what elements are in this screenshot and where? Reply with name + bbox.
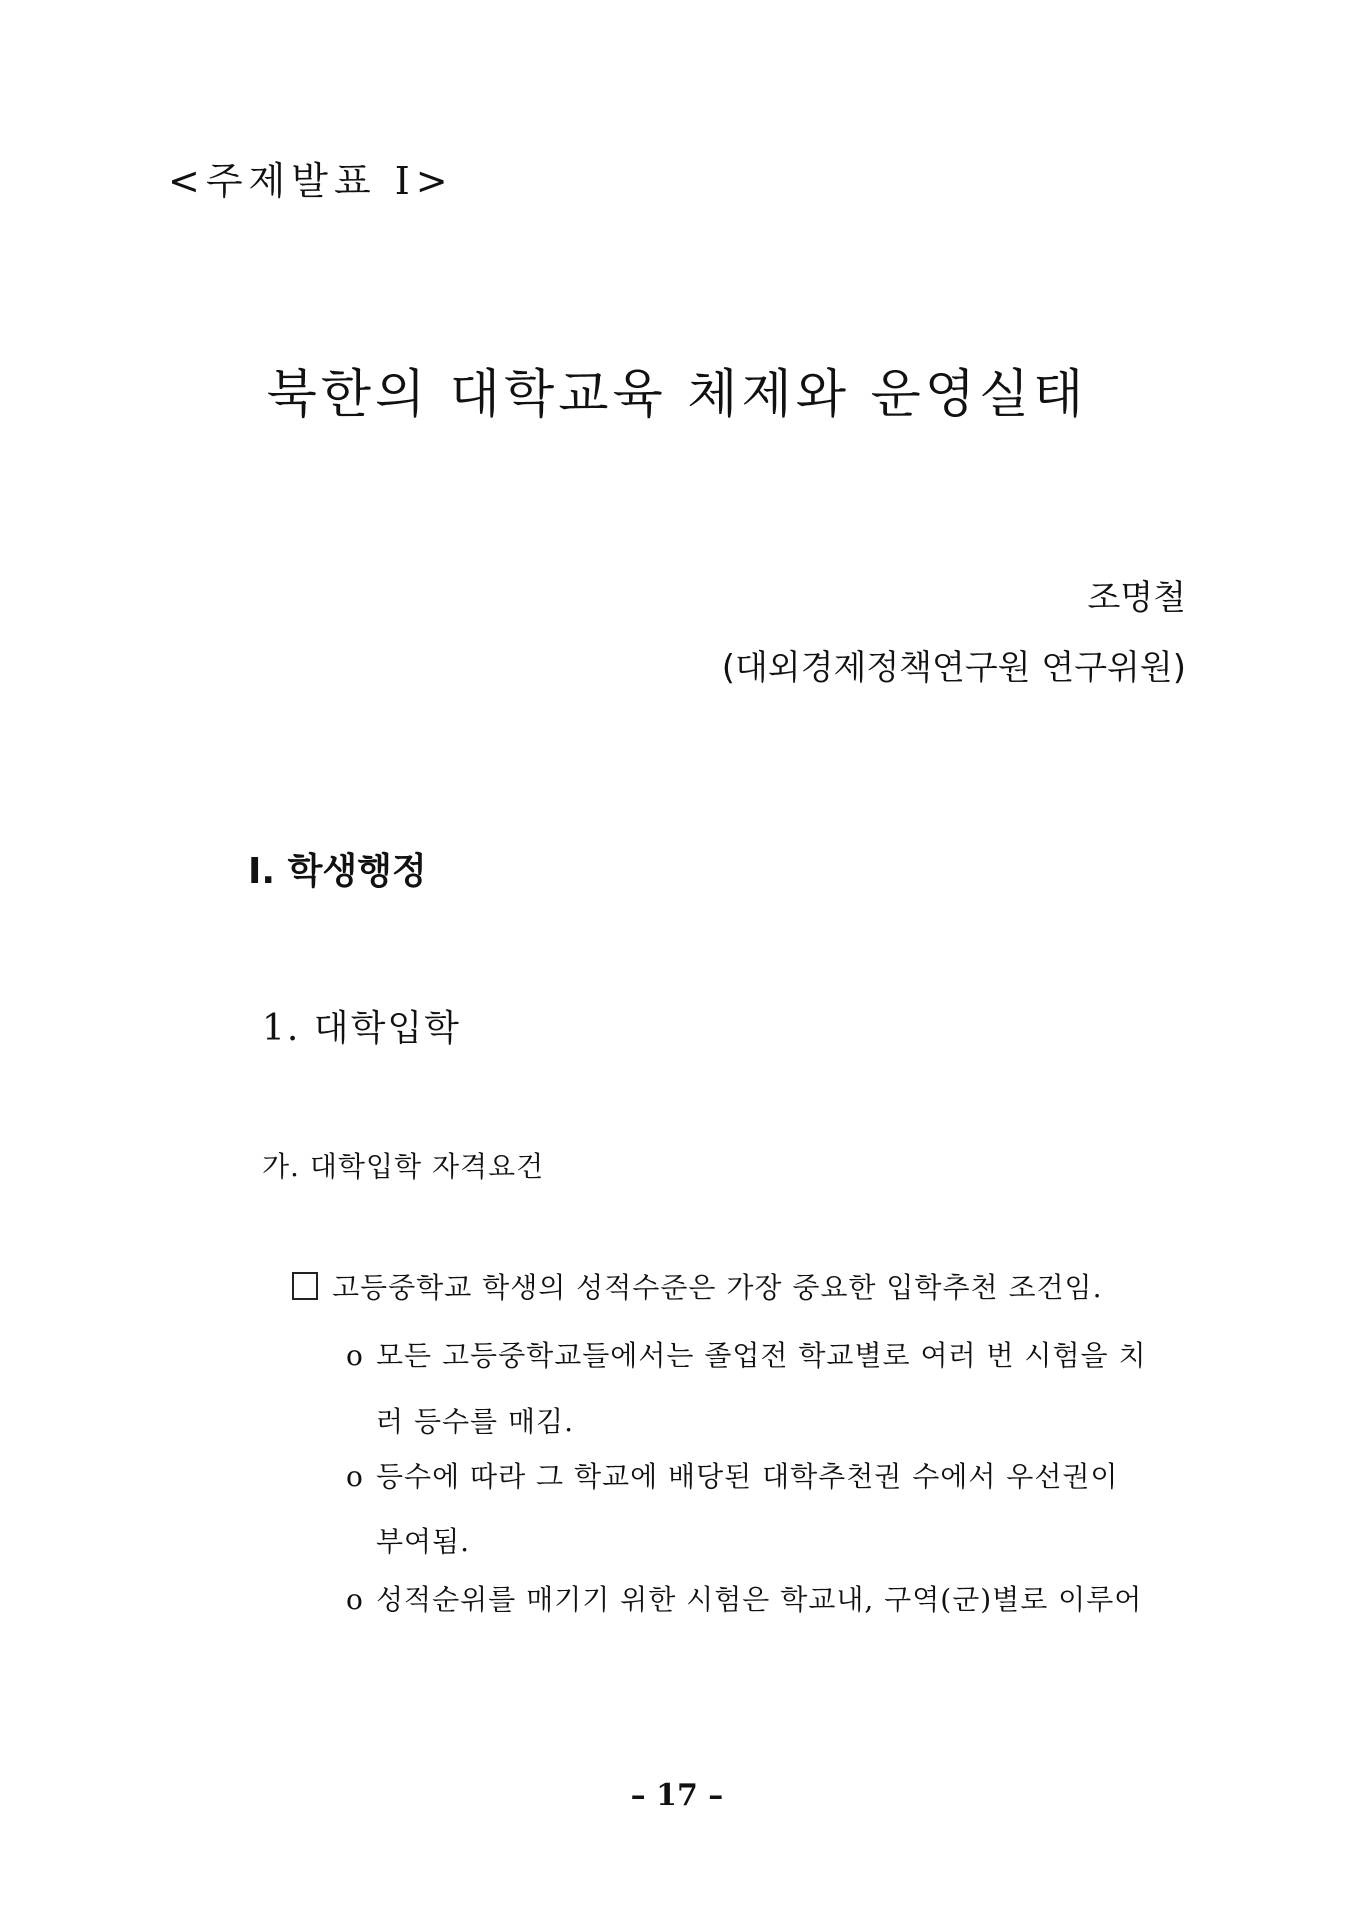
bullet-text: 등수에 따라 그 학교에 배당된 대학추천권 수에서 우선권이 [376, 1460, 1119, 1493]
subsection-heading: 1. 대학입학 [262, 1008, 461, 1049]
bullet-continuation: 부여됨. [376, 1525, 471, 1558]
bullet-item [346, 1578, 1142, 1618]
bullet-text: 성적순위를 매기기 위한 시험은 학교내, 구역(군)별로 이루어 [376, 1583, 1143, 1616]
bullet-item [346, 1455, 1118, 1495]
bullet-icon: o [346, 1583, 364, 1616]
bullet-icon: o [346, 1339, 364, 1372]
bullet-item [346, 1334, 1147, 1374]
checkbox-item-text: 고등중학교 학생의 성적수준은 가장 중요한 입학추천 조건임. [332, 1271, 1103, 1304]
bullet-text: 모든 고등중학교들에서는 졸업전 학교별로 여러 번 시험을 치 [376, 1339, 1147, 1372]
item-heading: 가. 대학입학 자격요건 [262, 1150, 545, 1183]
author-name: 조명철 [1087, 578, 1186, 618]
bullet-continuation: 러 등수를 매김. [376, 1405, 574, 1438]
presentation-label: <주제발표 Ⅰ> [168, 159, 454, 203]
page-number: – 17 – [630, 1778, 724, 1813]
bullet-icon: o [346, 1460, 364, 1493]
author-affiliation: (대외경제정책연구원 연구위원) [721, 648, 1186, 688]
checkbox-item [292, 1266, 1103, 1306]
checkbox-icon [292, 1272, 318, 1300]
section-heading: Ⅰ. 학생행정 [248, 851, 427, 892]
document-title: 북한의 대학교육 체제와 운영실태 [266, 365, 1088, 425]
